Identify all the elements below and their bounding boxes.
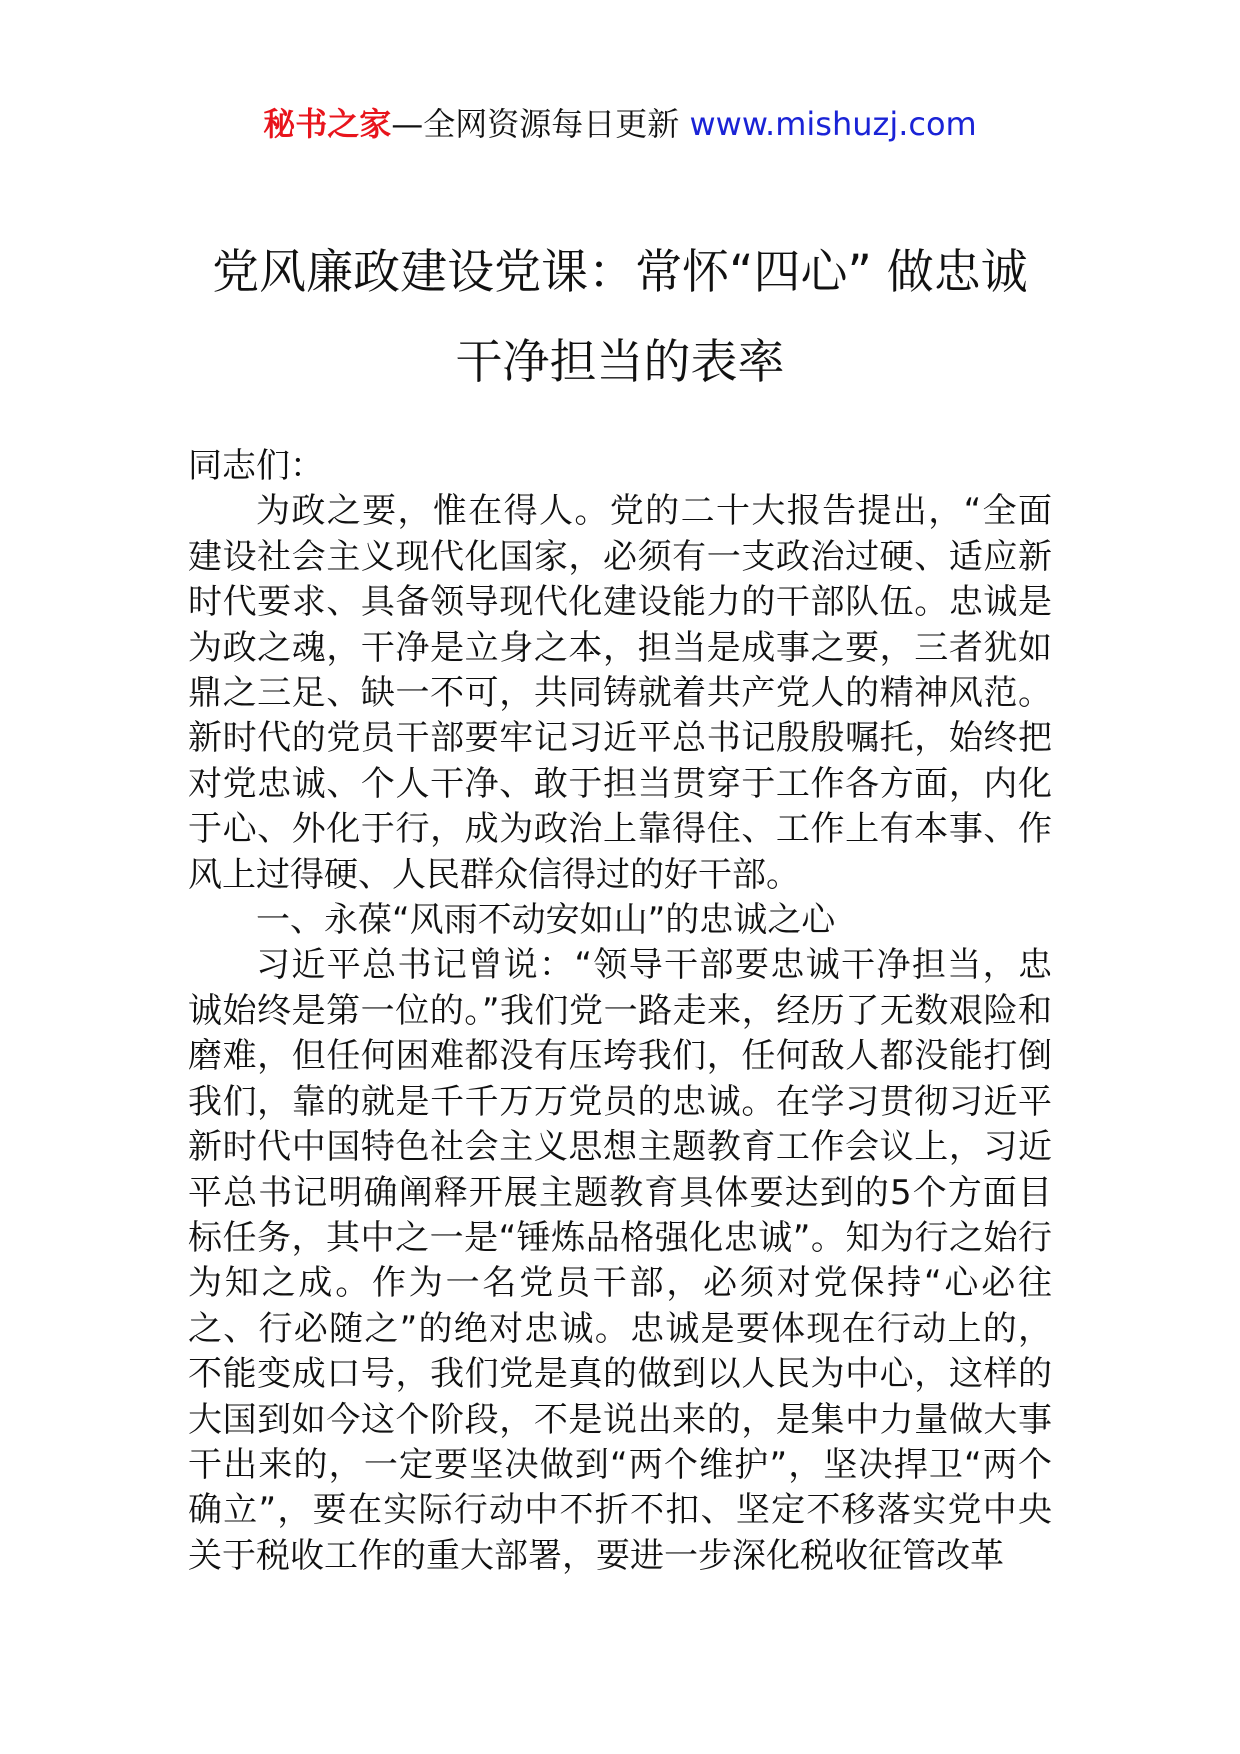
paragraph-section-1: 习近平总书记曾说：“领导干部要忠诚干净担当，忠诚始终是第一位的。”我们党一路走来，经历了无数艰险和磨难，但任何困难都没有压垮我们，任何敌人都没能打倒我们，靠的就是千千万万党员的忠诚。在学习贯彻习近平新时代中国特色社会主义思想主题教育工作会议上，习近平总书记明确阐释开展主题教育具体要达到的5个方面目标任务，其中之一是“锤炼品格强化忠诚”。知为行之始行为知之成。作为一名党员干部，必须对党保持“心必往之、行必随之”的绝对忠诚。忠诚是要体现在行动上的，不能变成口号，我们党是真的做到以人民为中心，这样的大国到如今这个阶段，不是说出来的，是集中力量做大事干出来的，一定要坚决做到“两个维护”，坚决捍卫“两个确立”，要在实际行动中不折不扣、坚定不移落实党中央关于税收工作的重大部署，要进一步深化税收征管改革 [188, 945, 1052, 1576]
title-line-2: 干净担当的表率 [455, 335, 785, 390]
site-brand: 秘书之家 [263, 105, 392, 143]
title-line-1: 党风廉政建设党课：常怀“四心” 做忠诚 [212, 245, 1028, 300]
greeting: 同志们： [188, 446, 324, 486]
section-heading-1: 一、永葆“风雨不动安如山”的忠诚之心 [256, 900, 836, 941]
site-header [0, 100, 1240, 148]
site-tagline: —全网资源每日更新 [391, 105, 680, 143]
site-url-link[interactable]: www.mishuzj.com [689, 105, 977, 143]
document-body [188, 444, 1052, 1579]
paragraph-intro: 为政之要，惟在得人。党的二十大报告提出，“全面建设社会主义现代化国家，必须有一支政治过硬、适应新时代要求、具备领导现代化建设能力的干部队伍。忠诚是为政之魂，干净是立身之本，担当是成事之要，三者犹如鼎之三足、缺一不可，共同铸就着共产党人的精神风范。新时代的党员干部要牢记习近平总书记殷殷嘱托，始终把对党忠诚、个人干净、敢于担当贯穿于工作各方面，内化于心、外化于行，成为政治上靠得住、工作上有本事、作风上过得硬、人民群众信得过的好干部。 [188, 491, 1052, 895]
document-title [0, 228, 1240, 408]
